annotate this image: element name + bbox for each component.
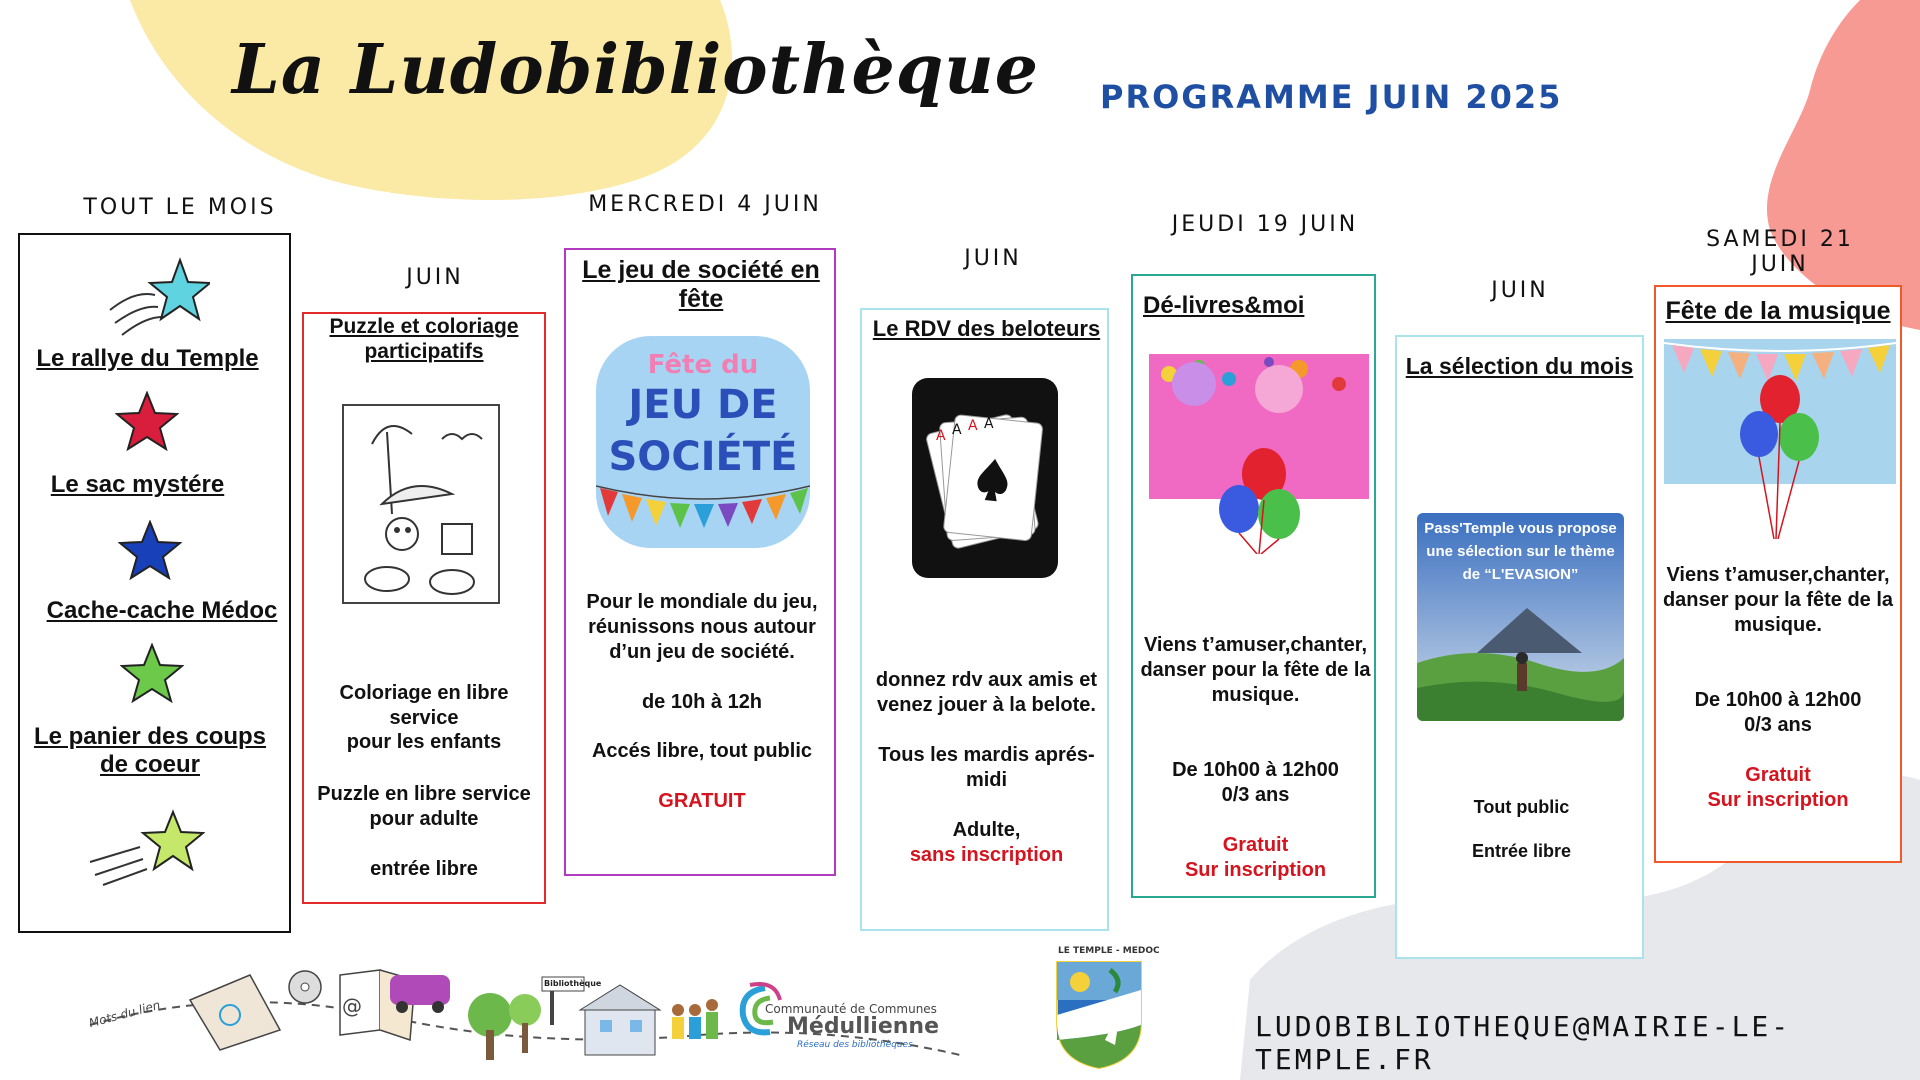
musique-line2: De 10h00 à 12h00 [1694, 689, 1862, 711]
belote-line2: Tous les mardis aprés-midi [878, 744, 1095, 791]
shooting-star-icon [100, 255, 210, 345]
jeu-line1: Pour le mondiale du jeu, réunissons nous autour d’un jeu de société. [586, 591, 818, 663]
cdc-logo [735, 980, 955, 1050]
svg-text:A: A [952, 422, 962, 438]
jeu-line2: de 10h à 12h [641, 691, 763, 713]
evasion-image [1417, 513, 1624, 721]
coloring-page-image [342, 404, 500, 604]
cdc-line1: Communauté de Communes [765, 1002, 937, 1016]
belote-line3: Adulte, [952, 819, 1021, 841]
delivres-line4: Gratuit [1222, 834, 1289, 856]
green-star-icon [120, 643, 184, 703]
card-belote [860, 308, 1109, 931]
musique-line1: Viens t’amuser,chanter, danser pour la fête de la musique. [1662, 564, 1894, 636]
img-main-text-2: SOCIÉTÉ [608, 434, 798, 480]
card-title: Le jeu de société en fête [582, 256, 820, 313]
crest-icon [1055, 960, 1143, 1070]
puzzle-line1: Coloriage en libre service [339, 682, 509, 729]
tout-le-mois-label: TOUT LE MOIS [83, 195, 277, 220]
jeu-line4: GRATUIT [658, 790, 746, 812]
card-selection [1395, 335, 1644, 959]
delivres-line1: Viens t’amuser,chanter, danser pour la fête de la musique. [1140, 634, 1371, 706]
date-musique: SAMEDI 21 JUIN [1706, 227, 1854, 277]
svg-text:A: A [984, 416, 994, 432]
belote-line1: donnez rdv aux amis et venez jouer à la belote. [875, 669, 1098, 716]
card-title: Fête de la musique [1665, 297, 1891, 325]
jeu-line3: Accés libre, tout public [591, 740, 813, 762]
selection-line2: Entrée libre [1471, 841, 1572, 861]
balloons-candy-image [1149, 354, 1369, 554]
date-delivres: JEUDI 19 JUIN [1171, 212, 1359, 237]
delivres-line5: Sur inscription [1184, 859, 1327, 881]
card-jeu [564, 248, 836, 876]
mots-du-lien-label: Mots du lien [87, 997, 162, 1031]
puzzle-line4: entrée libre [370, 858, 478, 880]
item-sac-mystere: Le sac mystére [50, 471, 225, 498]
svg-text:A: A [968, 418, 978, 434]
date-jeu: MERCREDI 4 JUIN [588, 192, 822, 217]
selection-line1: Tout public [1473, 797, 1570, 817]
delivres-line2: De 10h00 à 12h00 [1172, 759, 1339, 781]
playing-cards-image [912, 378, 1058, 578]
blue-star-icon [118, 520, 182, 580]
card-delivres [1131, 274, 1376, 898]
item-rallye: Le rallye du Temple [36, 345, 259, 372]
card-puzzle [302, 312, 546, 904]
puzzle-line2: pour les enfants [346, 731, 502, 753]
card-title: Dé-livres&moi [1143, 292, 1305, 319]
date-belote: JUIN [964, 246, 1022, 271]
puzzle-line3: Puzzle en libre service pour adulte [317, 783, 531, 830]
jeu-de-societe-image [596, 336, 810, 548]
bunting-balloons-image [1664, 339, 1896, 539]
contact-email[interactable]: LUDOBIBLIOTHEQUE@MAIRIE-LE-TEMPLE.FR [1255, 1010, 1792, 1076]
card-title: Puzzle et coloriage participatifs [329, 315, 519, 363]
item-panier: Le panier des coups de coeur [33, 723, 267, 778]
item-cache-cache: Cache-cache Médoc [46, 597, 278, 624]
svg-text:@: @ [342, 994, 362, 1018]
img-top-text: Fête du [647, 350, 759, 380]
musique-line4: Gratuit [1745, 764, 1811, 786]
card-title: Le RDV des beloteurs [872, 316, 1101, 341]
crest-label: LE TEMPLE - MEDOC [1058, 946, 1160, 956]
red-star-icon [115, 391, 179, 451]
cdc-line3: Réseau des bibliothèques [797, 1040, 913, 1050]
bunting-icon [596, 482, 810, 532]
date-selection: JUIN [1491, 278, 1549, 303]
card-musique [1654, 285, 1902, 863]
belote-line4: sans inscription [909, 844, 1064, 866]
delivres-line3: 0/3 ans [1221, 784, 1290, 806]
programme-heading: PROGRAMME JUIN 2025 [1100, 78, 1563, 116]
img-main-text-1: JEU DE [628, 382, 778, 428]
date-puzzle: JUIN [406, 265, 464, 290]
evasion-caption: Pass'Temple vous propose une sélection sur le thème de “L'EVASION” [1424, 520, 1617, 583]
svg-text:A: A [936, 428, 946, 444]
musique-line5: Sur inscription [1707, 789, 1849, 811]
cdc-line2: Médullienne [787, 1014, 940, 1039]
card-title: La sélection du mois [1405, 353, 1634, 379]
musique-line3: 0/3 ans [1744, 714, 1812, 736]
shooting-star-icon [85, 807, 205, 887]
page-title: La Ludobibliothèque [232, 30, 1040, 110]
bibliotheque-sign: Bibliothèque [544, 979, 602, 988]
tout-le-mois-card [18, 233, 291, 933]
